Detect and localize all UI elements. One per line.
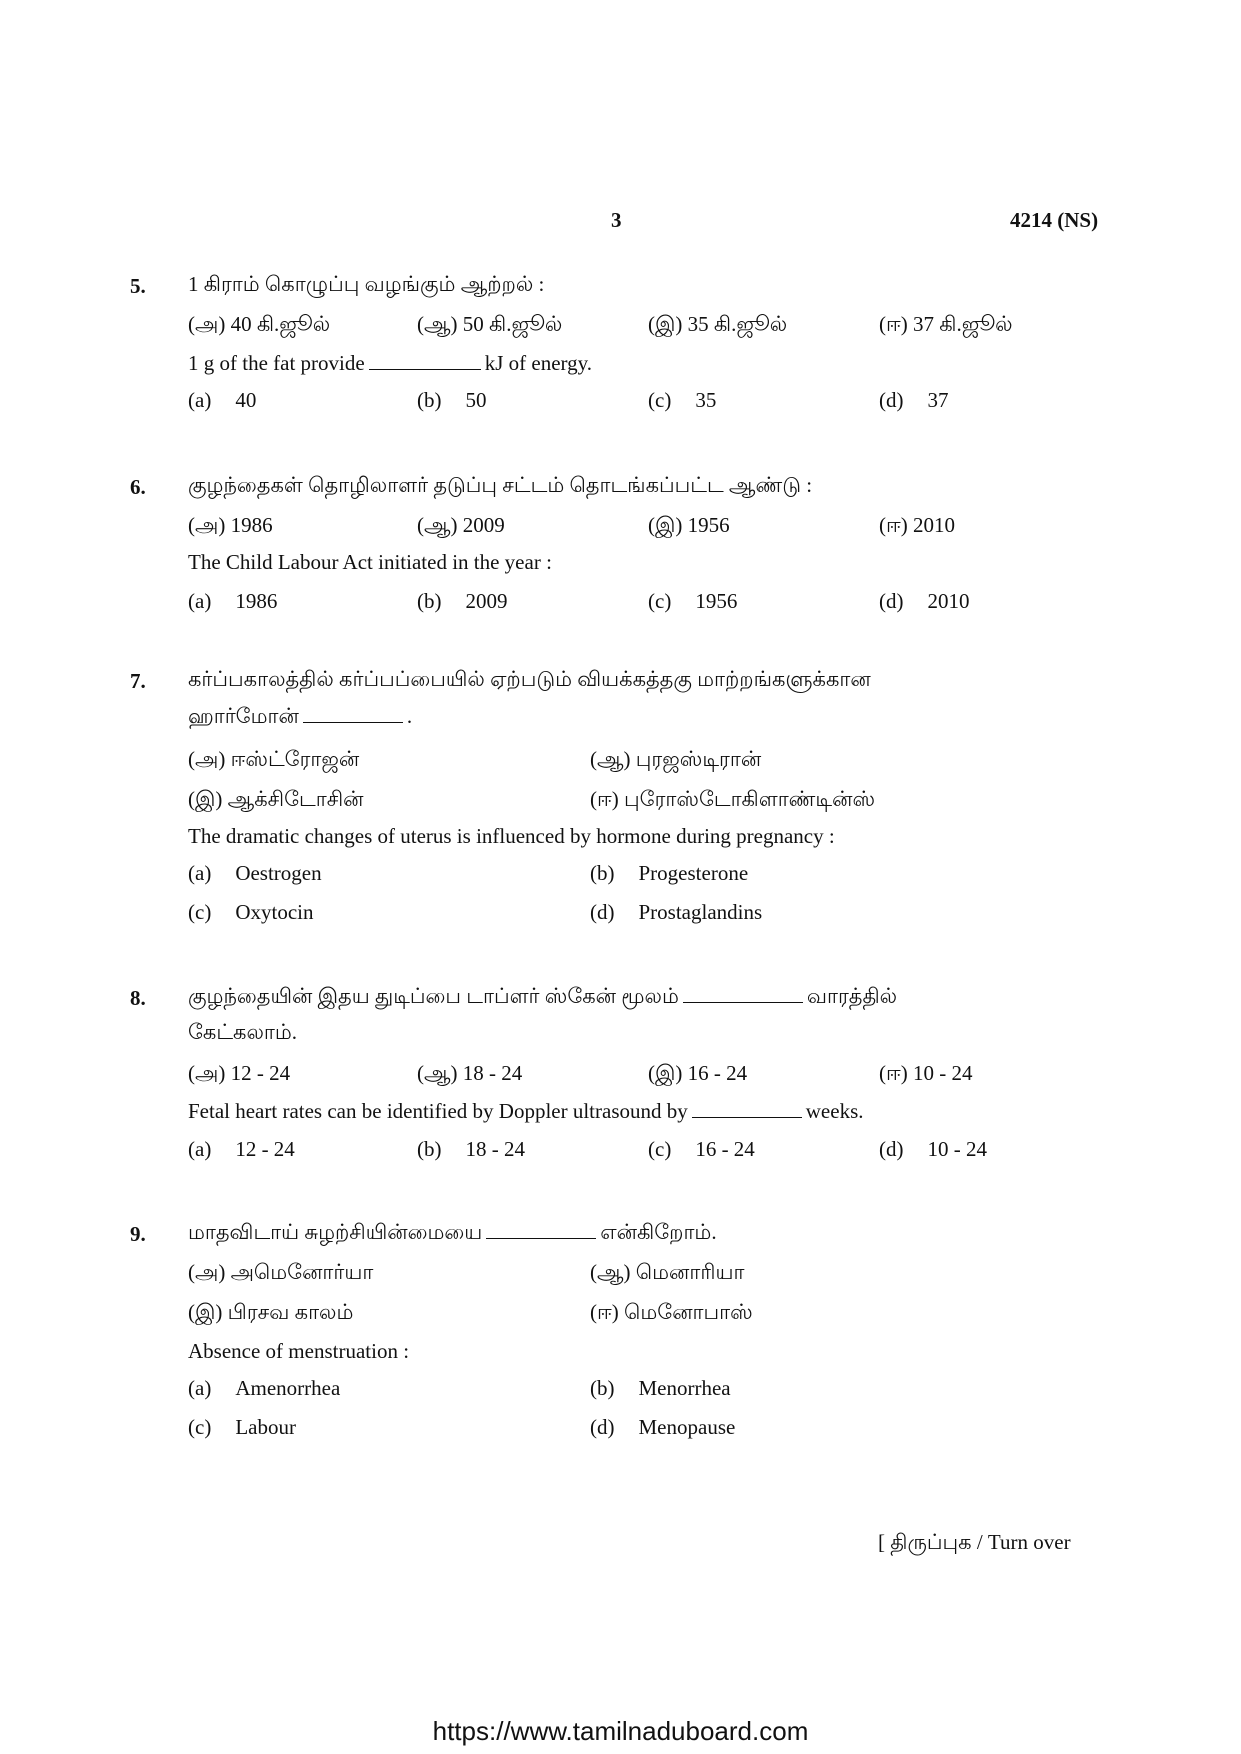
question-english-text: Absence of menstruation : (188, 1339, 410, 1363)
option-b: (b) 2009 (417, 589, 508, 613)
tamil-option-c: (இ) ஆக்சிடோசின் (188, 787, 364, 811)
option-c: (c) 1956 (648, 589, 738, 613)
question-number: 9. (130, 1222, 146, 1246)
option-c: (c) Oxytocin (188, 900, 314, 924)
tamil-option-b: (ஆ) புரஜஸ்டிரான் (590, 747, 762, 771)
tamil-option-c: (இ) 35 கி.ஜூல் (648, 312, 788, 336)
footer-url[interactable]: https://www.tamilnaduboard.com (432, 1716, 809, 1746)
tamil-option-d: (ஈ) 2010 (879, 513, 956, 537)
answer-blank (486, 1237, 596, 1239)
option-d: (d) 2010 (879, 589, 970, 613)
tamil-option-d: (ஈ) புரோஸ்டோகிளாண்டின்ஸ் (590, 787, 876, 811)
option-b: (b) Progesterone (590, 861, 749, 885)
question-7 (130, 669, 1110, 929)
tamil-option-c: (இ) பிரசவ காலம் (188, 1300, 354, 1324)
answer-blank (303, 721, 403, 723)
tamil-option-c: (இ) 16 - 24 (648, 1061, 748, 1085)
question-number: 5. (130, 274, 146, 298)
option-a: (a) Oestrogen (188, 861, 322, 885)
option-c: (c) Labour (188, 1415, 296, 1439)
tamil-option-a: (அ) ஈஸ்ட்ரோஜன் (188, 747, 360, 771)
tamil-option-d: (ஈ) 37 கி.ஜூல் (879, 312, 1013, 336)
question-number: 8. (130, 986, 146, 1010)
tamil-option-a: (அ) 40 கி.ஜூல் (188, 312, 331, 336)
question-tamil-text-line1: குழந்தையின் இதய துடிப்பை டாப்ளர் ஸ்கேன் மூலம் வாரத்தில் (188, 984, 898, 1008)
question-tamil-text: 1 கிராம் கொழுப்பு வழங்கும் ஆற்றல் : (188, 272, 545, 296)
question-6 (130, 475, 1110, 625)
question-8 (130, 986, 1110, 1176)
tamil-option-b: (ஆ) 2009 (417, 513, 505, 537)
option-b: (b) 18 - 24 (417, 1137, 525, 1161)
option-b: (b) 50 (417, 388, 487, 412)
answer-blank (692, 1116, 802, 1118)
option-d: (d) Menopause (590, 1415, 736, 1439)
question-english-text (188, 353, 592, 374)
option-c: (c) 35 (648, 388, 717, 412)
question-tamil-text-line2: கேட்கலாம். (188, 1020, 298, 1044)
question-number: 7. (130, 669, 146, 693)
option-a: (a) 12 - 24 (188, 1137, 295, 1161)
option-c: (c) 16 - 24 (648, 1137, 755, 1161)
english-text-start: 1 g of the fat provide (188, 351, 365, 375)
option-a: (a) 40 (188, 388, 257, 412)
tamil-option-d: (ஈ) மெனோபாஸ் (590, 1300, 753, 1324)
question-number: 6. (130, 475, 146, 499)
question-tamil-text-line2: ஹார்மோன் . (188, 704, 413, 728)
question-english-text: The dramatic changes of uterus is influenced by hormone during pregnancy : (188, 824, 835, 848)
option-d: (d) Prostaglandins (590, 900, 763, 924)
question-english-text: The Child Labour Act initiated in the year : (188, 550, 552, 574)
tamil-option-a: (அ) அமெனோர்யா (188, 1260, 374, 1284)
page-number: 3 (611, 208, 622, 232)
question-tamil-text-line1: கர்ப்பகாலத்தில் கர்ப்பப்பையில் ஏற்படும் வியக்கத்தகு மாற்றங்களுக்கான (188, 667, 871, 691)
tamil-option-a: (அ) 12 - 24 (188, 1061, 291, 1085)
question-9 (130, 1222, 1110, 1452)
tamil-option-a: (அ) 1986 (188, 513, 273, 537)
answer-blank (683, 1001, 803, 1003)
option-a: (a) 1986 (188, 589, 278, 613)
question-tamil-text: மாதவிடாய் சுழற்சியின்மையை என்கிறோம். (188, 1220, 717, 1244)
tamil-option-b: (ஆ) 50 கி.ஜூல் (417, 312, 563, 336)
answer-blank (369, 368, 481, 370)
tamil-option-c: (இ) 1956 (648, 513, 730, 537)
option-a: (a) Amenorrhea (188, 1376, 341, 1400)
option-b: (b) Menorrhea (590, 1376, 731, 1400)
question-5 (130, 274, 1110, 424)
turn-over-note: [ திருப்புக / Turn over (878, 1530, 1071, 1554)
option-d: (d) 10 - 24 (879, 1137, 987, 1161)
question-english-text: Fetal heart rates can be identified by Doppler ultrasound by weeks. (188, 1099, 864, 1123)
tamil-option-b: (ஆ) மெனாரியா (590, 1260, 745, 1284)
tamil-option-d: (ஈ) 10 - 24 (879, 1061, 973, 1085)
question-tamil-text: குழந்தைகள் தொழிலாளர் தடுப்பு சட்டம் தொடங்கப்பட்ட ஆண்டு : (188, 473, 813, 497)
option-d: (d) 37 (879, 388, 949, 412)
paper-code: 4214 (NS) (1010, 208, 1099, 232)
english-text-end: kJ of energy. (484, 351, 593, 375)
tamil-option-b: (ஆ) 18 - 24 (417, 1061, 523, 1085)
